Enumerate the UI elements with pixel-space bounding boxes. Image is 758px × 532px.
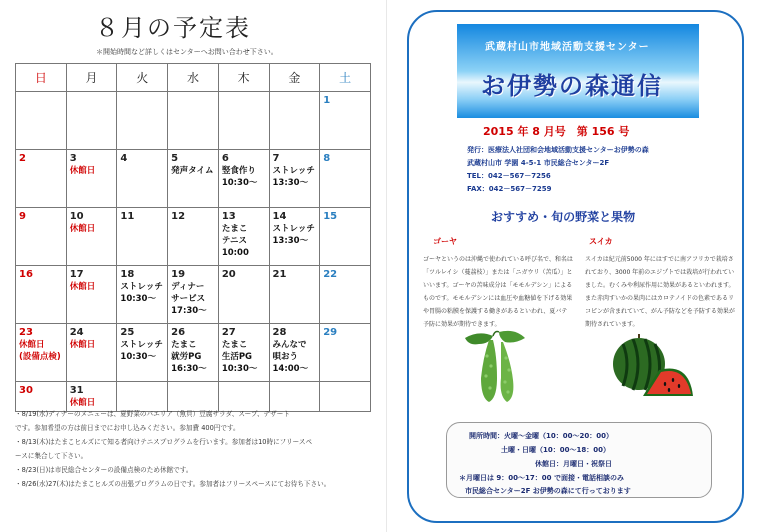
calendar-day-cell — [117, 208, 168, 266]
day-number: 10 — [69, 211, 84, 222]
day-event: 16:30～ — [171, 364, 207, 374]
calendar-day-cell — [66, 266, 117, 324]
calendar-day-cell — [320, 208, 371, 266]
day-number: 28 — [272, 327, 287, 338]
day-number: 9 — [19, 211, 26, 222]
hours-line: 土曜・日曜（10：00～18：00） — [501, 446, 610, 454]
day-event: 唄おう — [272, 352, 299, 362]
day-event: 13:30～ — [272, 236, 309, 246]
weekday-wed: 水 — [168, 64, 219, 92]
calendar-day-cell — [269, 92, 320, 150]
day-number: 8 — [323, 153, 331, 164]
calendar-day-cell — [66, 92, 117, 150]
location-note: 市民総合センター2F お伊勢の森にて行っております — [465, 487, 631, 495]
watermelon-icon — [609, 330, 695, 400]
calendar-note: ＊開始時間など詳しくはセンターへお問い合わせ下さい。 — [96, 48, 278, 56]
day-event: 休館日 — [69, 398, 96, 408]
calendar-day-cell — [320, 92, 371, 150]
day-number: 23 — [19, 327, 33, 338]
newsletter-title: お伊勢の森通信 — [481, 71, 663, 100]
veg-heading: おすすめ・旬の野菜と果物 — [491, 210, 636, 224]
closed-days: 休館日：月曜日・祝祭日 — [535, 460, 612, 468]
day-number: 31 — [69, 385, 84, 396]
day-event: 竪食作り — [221, 166, 256, 176]
page-divider — [386, 0, 387, 532]
day-event: 就労PG — [171, 352, 202, 362]
calendar-week-row — [16, 324, 371, 382]
day-event: ストレッチ — [120, 282, 163, 292]
weekday-sat: 土 — [320, 64, 371, 92]
calendar-day-cell — [269, 266, 320, 324]
calendar-day-cell — [117, 324, 168, 382]
day-number: 5 — [171, 153, 179, 164]
day-number: 4 — [120, 153, 128, 164]
calendar-week-row — [16, 92, 371, 150]
calendar-day-cell — [269, 324, 320, 382]
calendar-day-cell — [269, 208, 320, 266]
day-event: (設備点検) — [19, 352, 61, 362]
day-number: 15 — [323, 211, 338, 222]
day-number: 2 — [19, 153, 26, 164]
day-event: 13:30～ — [272, 178, 309, 188]
day-event: 10:30～ — [120, 294, 156, 304]
day-event: 10:30～ — [221, 178, 258, 188]
newsletter-banner — [457, 24, 699, 118]
newsletter-page — [407, 10, 744, 523]
day-number: 12 — [171, 211, 186, 222]
day-event: ストレッチ — [120, 340, 163, 350]
goya-name: ゴーヤ — [433, 237, 457, 246]
goya-description: ゴーヤというのは沖縄で使われている呼び名で、和名は「ツルレイシ（蔓茘枝）」または「ニガウリ（苦瓜）」といいます。ゴーヤの苦味成分は「モモルデシン」によるものです。モモルデシンには血圧や血糖値を下げる効果や胃腸の粘膜を保護する働きがあるといわれ、夏バテ予防に効果が期待できます。 — [423, 256, 573, 328]
suika-description: スイカは紀元前5000 年にはすでに南アフリカで栽培されており、3000 年前のエジプトでは栽培が行われていました。むくみや利尿作用に効果があるといわれます。また赤肉すいかの果肉にはカロテノイドの色素であるリコピンが含まれていて、がん予防などを予防する効果が期待されています。 — [585, 256, 735, 328]
day-number: 1 — [323, 95, 331, 106]
day-number: 14 — [272, 211, 287, 222]
calendar-day-cell — [16, 208, 67, 266]
day-number: 20 — [221, 269, 236, 280]
day-number: 22 — [323, 269, 338, 280]
calendar-day-cell — [66, 150, 117, 208]
calendar-title: ８月の予定表 — [95, 14, 251, 42]
calendar-day-cell — [320, 266, 371, 324]
day-number: 29 — [323, 327, 338, 338]
suika-name: スイカ — [589, 237, 613, 246]
publisher-line: 発行：医療法人社団和会地域活動支援センターお伊勢の森 — [467, 146, 649, 154]
day-event: 休館日 — [69, 340, 96, 350]
calendar-day-cell — [168, 150, 219, 208]
note-line: ・8/19(水)ディナーのメニューは、夏野菜のパエリア（魚貝）豆腐サラダ、スープ、デザート — [15, 410, 290, 418]
weekday-tue: 火 — [117, 64, 168, 92]
day-event: テニス — [221, 236, 247, 246]
day-event: 休館日 — [19, 340, 45, 350]
day-event: 発声タイム — [171, 166, 214, 176]
calendar-body — [16, 92, 371, 412]
day-number: 13 — [221, 211, 236, 222]
day-event: たまこ — [171, 340, 197, 350]
calendar-day-cell — [117, 150, 168, 208]
day-number: 3 — [69, 153, 77, 164]
calendar-day-cell — [218, 208, 269, 266]
calendar-day-cell — [218, 150, 269, 208]
day-number: 7 — [272, 153, 280, 164]
weekday-mon: 月 — [66, 64, 117, 92]
day-event: ストレッチ — [272, 166, 315, 176]
day-event: 生活PG — [221, 352, 253, 362]
notes-section — [15, 407, 375, 491]
calendar-week-row — [16, 150, 371, 208]
day-number: 6 — [221, 153, 229, 164]
calendar-week-row — [16, 266, 371, 324]
day-event: たまこ — [221, 340, 248, 350]
day-event: 17:30～ — [171, 306, 207, 316]
calendar-day-cell — [16, 150, 67, 208]
day-event: 休館日 — [69, 282, 96, 292]
day-number: 17 — [69, 269, 84, 280]
bitter-melon-icon — [459, 328, 537, 404]
day-event: 10:30～ — [120, 352, 156, 362]
weekday-sun: 日 — [16, 64, 67, 92]
day-number: 18 — [120, 269, 135, 280]
calendar-day-cell — [16, 324, 67, 382]
calendar-day-cell — [218, 266, 269, 324]
calendar-day-cell — [168, 208, 219, 266]
day-number: 26 — [171, 327, 186, 338]
org-name: 武蔵村山市地域活動支援センター — [485, 42, 650, 53]
day-event: 10:00 — [221, 248, 249, 258]
calendar-day-cell — [168, 266, 219, 324]
day-number: 24 — [69, 327, 84, 338]
day-event: 10:30～ — [221, 364, 258, 374]
day-event: 休館日 — [69, 166, 96, 176]
day-number: 25 — [120, 327, 135, 338]
publisher-info — [467, 144, 649, 196]
day-number: 11 — [120, 211, 135, 222]
note-line: ・8/23(日)は市民総合センターの設備点検のため休館です。 — [15, 466, 193, 474]
calendar-day-cell — [117, 266, 168, 324]
day-number: 30 — [19, 385, 33, 396]
publisher-tel: TEL：042－567－7256 — [467, 172, 551, 180]
calendar-day-cell — [320, 324, 371, 382]
note-line: ・8/26(水)27(木)はたまこヒルズの出張プログラムの日です。参加者はフリースペースにてお待ち下さい。 — [15, 480, 331, 488]
calendar-week-row — [16, 208, 371, 266]
publisher-fax: FAX：042－567－7259 — [467, 185, 552, 193]
calendar-day-cell — [117, 92, 168, 150]
note-line: ・8/13(木)はたまこヒルズにて知る者向けテニスプログラムを行います。参加者は10時にフリースペ — [15, 438, 313, 446]
publisher-line: 武蔵村山市 学園 4-5-1 市民総合センター2F — [467, 159, 610, 167]
hours-line: 開所時間：火曜～金曜（10：00～20：00） — [469, 432, 613, 440]
calendar-day-cell — [218, 324, 269, 382]
weekday-header-row — [16, 64, 371, 92]
day-event: サービス — [171, 294, 206, 304]
calendar-day-cell — [269, 150, 320, 208]
calendar-day-cell — [218, 92, 269, 150]
weekday-fri: 金 — [269, 64, 320, 92]
day-number: 19 — [171, 269, 186, 280]
day-event: みんなで — [272, 340, 307, 350]
day-event: ストレッチ — [272, 224, 315, 234]
calendar-day-cell — [168, 92, 219, 150]
calendar-day-cell — [16, 266, 67, 324]
day-event: 休館日 — [69, 224, 96, 234]
day-number: 21 — [272, 269, 287, 280]
calendar-day-cell — [168, 324, 219, 382]
day-event: たまこ — [221, 224, 248, 234]
calendar-day-cell — [320, 150, 371, 208]
day-event: 14:00～ — [272, 364, 309, 374]
note-line: ースに集合して下さい。 — [15, 452, 88, 460]
calendar-day-cell — [16, 92, 67, 150]
calendar-day-cell — [66, 208, 117, 266]
calendar-table — [15, 63, 371, 412]
calendar-day-cell — [66, 324, 117, 382]
note-line: です。参加希望の方は前日までにお申し込みください。参加費 400円です。 — [15, 424, 240, 432]
day-number: 16 — [19, 269, 33, 280]
issue-number: 2015 年 8 月号 第 156 号 — [483, 125, 630, 138]
weekday-thu: 木 — [218, 64, 269, 92]
monday-note: ＊月曜日は 9：00～17：00 で面接・電話相談のみ — [459, 474, 624, 482]
day-event: ディナー — [171, 282, 205, 292]
opening-hours-box — [446, 422, 712, 498]
day-number: 27 — [221, 327, 236, 338]
